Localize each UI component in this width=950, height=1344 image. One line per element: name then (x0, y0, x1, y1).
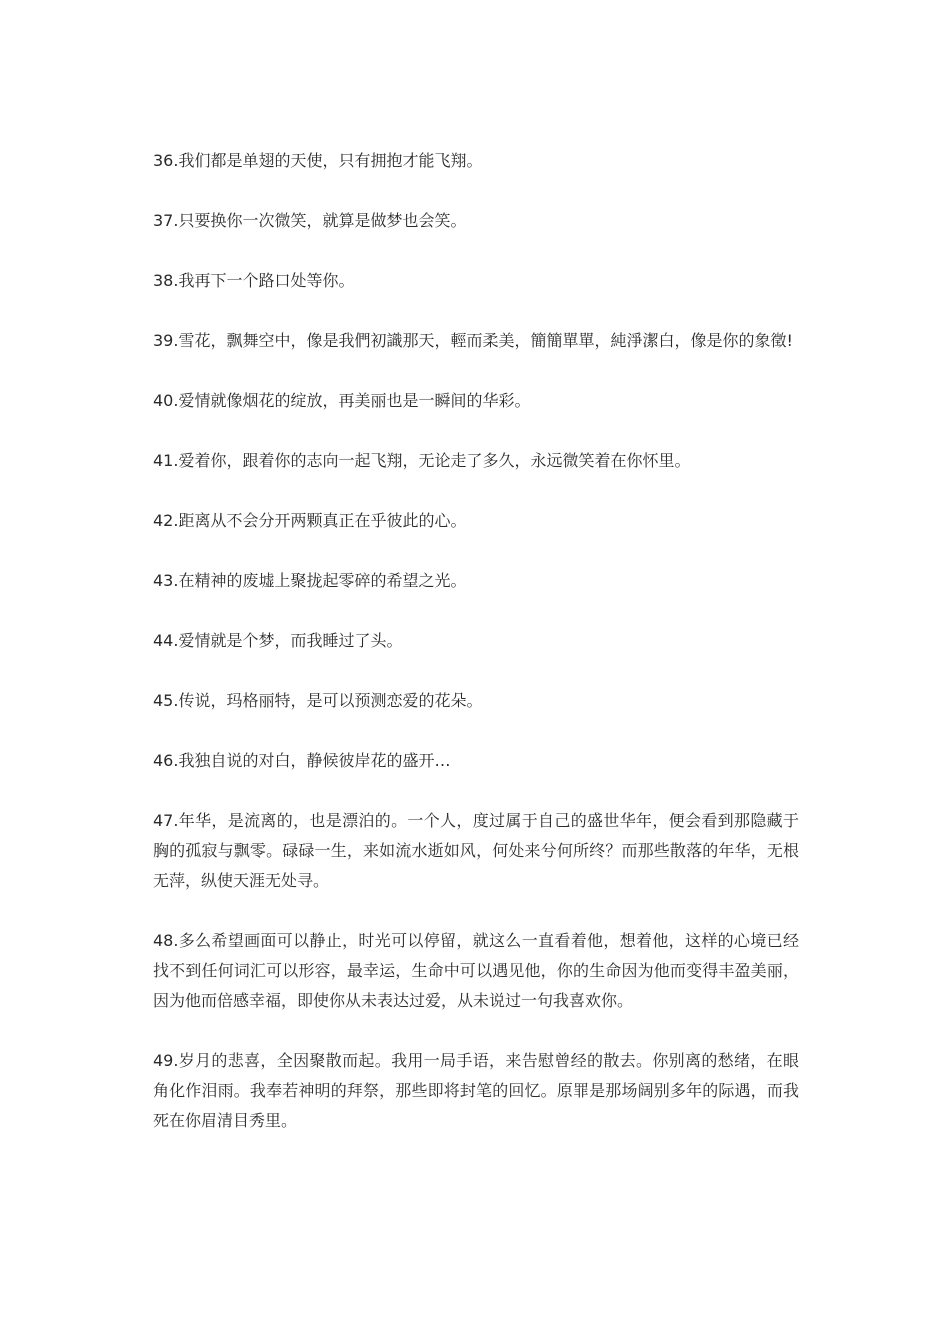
paragraph-38: 38.我再下一个路口处等你。 (153, 271, 355, 290)
paragraph-46: 46.我独自说的对白，静候彼岸花的盛开… (153, 751, 451, 770)
paragraph-49: 49.岁月的悲喜，全因聚散而起。我用一局手语，来告慰曾经的散去。你别离的愁绪，在眼角化作泪雨。我奉若神明的拜祭，那些即将封笔的回忆。原罪是那场阔别多年的际遇，而我死在你眉清目秀里。 (153, 1051, 799, 1130)
paragraph-41: 41.爱着你，跟着你的志向一起飞翔，无论走了多久，永远微笑着在你怀里。 (153, 451, 691, 470)
paragraph-40: 40.爱情就像烟花的绽放，再美丽也是一瞬间的华彩。 (153, 391, 531, 410)
paragraph-43: 43.在精神的废墟上聚拢起零碎的希望之光。 (153, 571, 467, 590)
paragraph-42: 42.距离从不会分开两颗真正在乎彼此的心。 (153, 511, 467, 530)
paragraph-37: 37.只要换你一次微笑，就算是做梦也会笑。 (153, 211, 467, 230)
paragraph-44: 44.爱情就是个梦，而我睡过了头。 (153, 631, 403, 650)
paragraph-47: 47.年华，是流离的，也是漂泊的。一个人，度过属于自己的盛世华年，便会看到那隐藏于胸的孤寂与飘零。碌碌一生，来如流水逝如风，何处来兮何所终？而那些散落的年华，无根无萍，纵使天涯无处寻。 (153, 811, 799, 890)
paragraph-36: 36.我们都是单翅的天使，只有拥抱才能飞翔。 (153, 151, 483, 170)
paragraph-48: 48.多么希望画面可以静止，时光可以停留，就这么一直看着他，想着他，这样的心境已经找不到任何词汇可以形容，最幸运，生命中可以遇见他，你的生命因为他而变得丰盈美丽，因为他而倍感幸福，即使你从未表达过爱，从未说过一句我喜欢你。 (153, 931, 799, 1010)
paragraph-39: 39.雪花，飘舞空中，像是我們初識那天，輕而柔美，簡簡單單，純淨潔白，像是你的象徵! (153, 331, 793, 350)
paragraph-45: 45.传说，玛格丽特，是可以预测恋爱的花朵。 (153, 691, 483, 710)
document-body (153, 146, 799, 1166)
